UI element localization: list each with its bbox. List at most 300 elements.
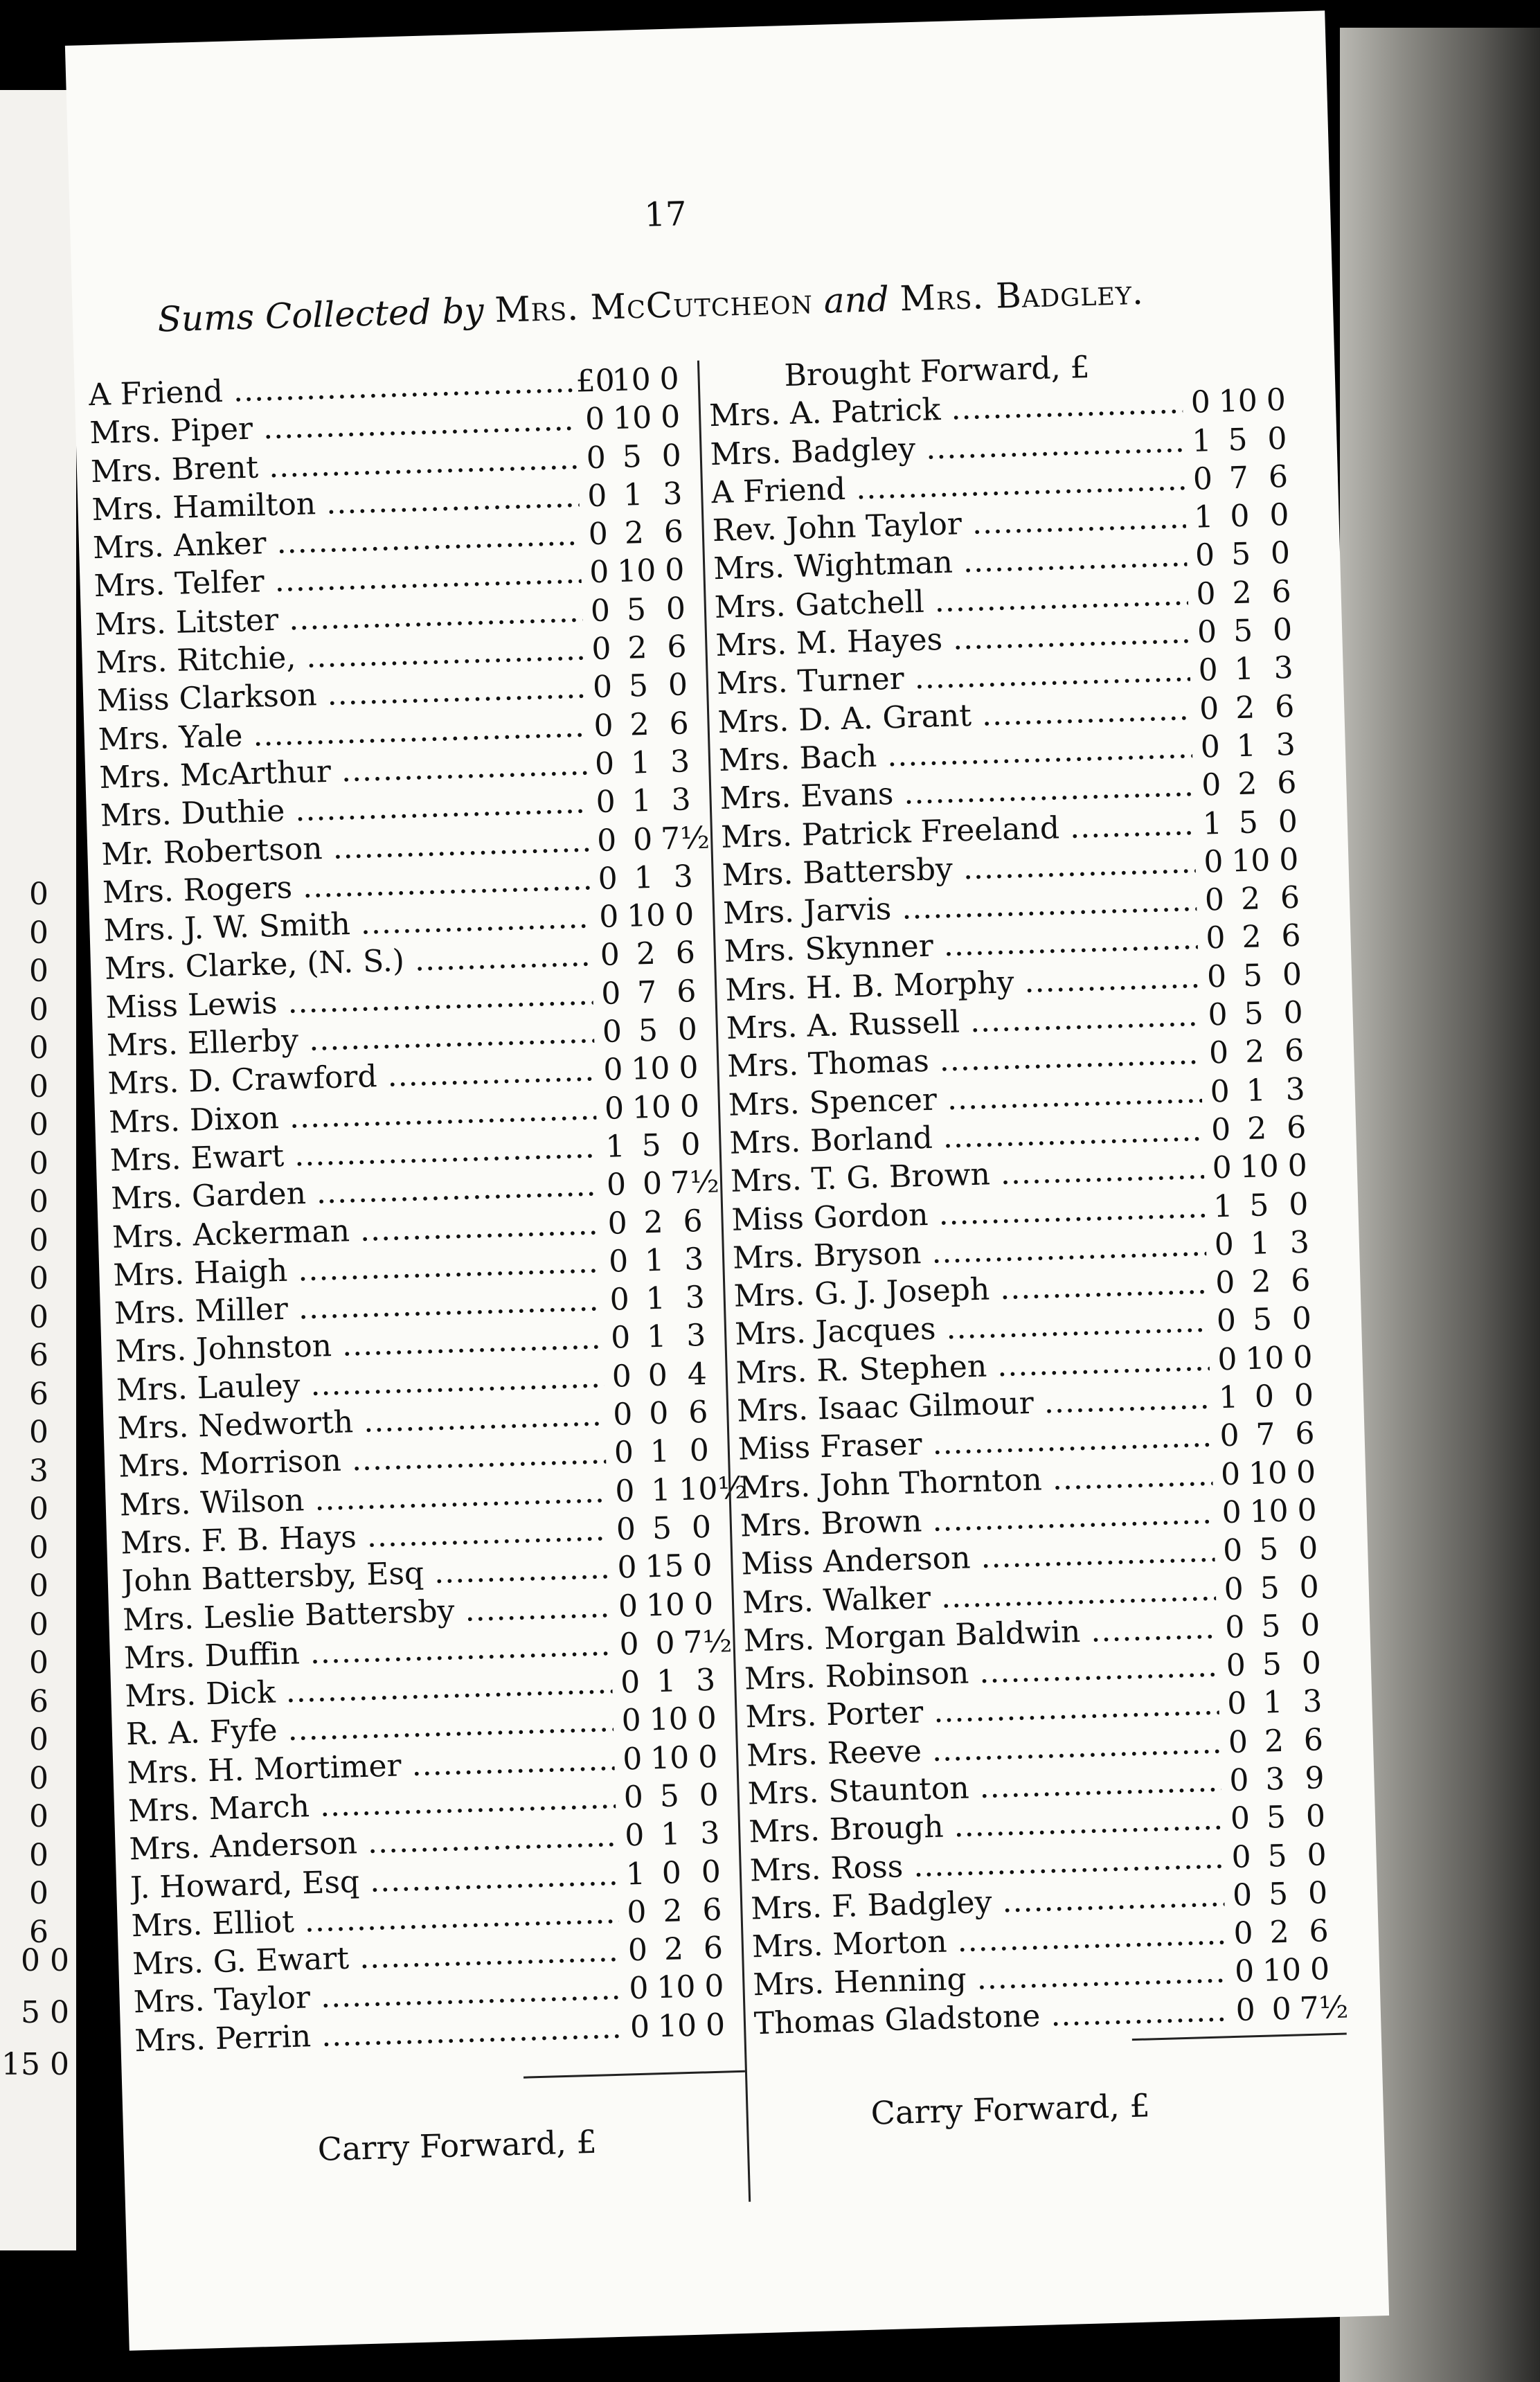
amount-shillings: 1 bbox=[631, 783, 652, 819]
previous-page-total: 0 0 bbox=[21, 1943, 69, 1978]
subscriber-name: Mrs. Bryson ..... bbox=[732, 1228, 1206, 1276]
amount-shillings: 2 bbox=[643, 1204, 664, 1240]
previous-page-figure: 0 bbox=[29, 1837, 48, 1873]
previous-page-figure: 0 bbox=[29, 1107, 48, 1143]
amount-shillings: 5 bbox=[1262, 1647, 1282, 1683]
subscriber-name: R. A. Fyfe ..... bbox=[125, 1703, 614, 1753]
amount-pounds: 0 bbox=[1233, 1915, 1254, 1952]
amount-pence: 0 bbox=[678, 1050, 699, 1086]
subscriber-name: Mrs. Morgan Baldwin ..... bbox=[743, 1610, 1217, 1658]
previous-page-figure: 0 bbox=[29, 992, 48, 1028]
amount-pounds: 0 bbox=[609, 1282, 630, 1318]
amount-pence: 0 bbox=[1309, 1951, 1330, 1988]
amount-pence: 6 bbox=[1280, 918, 1302, 954]
subscriber-name: Mrs. Morrison ..... bbox=[118, 1435, 606, 1485]
amount-shillings: 5 bbox=[1230, 537, 1251, 573]
amount-shillings: 0 bbox=[647, 1357, 668, 1394]
amount-shillings: 5 bbox=[1233, 613, 1253, 650]
amount-shillings: 5 bbox=[652, 1510, 672, 1547]
amount-pence: 6 bbox=[676, 973, 697, 1010]
amount-pounds: 1 bbox=[625, 1856, 646, 1892]
subscriber-name: Mrs. March ..... bbox=[127, 1780, 616, 1829]
amount-shillings: 2 bbox=[627, 630, 648, 666]
amount-pence: 3 bbox=[1275, 726, 1296, 763]
previous-page-figure: 0 bbox=[29, 1722, 48, 1757]
amount-shillings: 2 bbox=[662, 1893, 683, 1929]
previous-page-margin bbox=[0, 90, 76, 2250]
amount-shillings: 5 bbox=[1227, 422, 1248, 458]
amount-pounds: 0 bbox=[584, 401, 605, 438]
subscriber-name: Mrs. H. Mortimer ..... bbox=[127, 1742, 615, 1791]
previous-page-figure: 0 bbox=[29, 1068, 48, 1104]
previous-page-figure: 0 bbox=[29, 1492, 48, 1527]
amount-shillings: 0 bbox=[648, 1395, 670, 1432]
amount-pounds: 0 bbox=[626, 1894, 647, 1931]
subscriber-name: Mrs. Telfer ..... bbox=[93, 555, 582, 605]
amount-pounds: 0 bbox=[602, 1014, 623, 1050]
amount-shillings: 10 bbox=[1248, 1455, 1288, 1492]
subscriber-name: Mrs. Wightman ..... bbox=[713, 539, 1188, 587]
subscriber-name: Mrs. J. W. Smith ..... bbox=[103, 900, 591, 949]
amount-pounds: 0 bbox=[621, 1703, 642, 1739]
amount-pounds: 0 bbox=[1203, 843, 1224, 880]
amount-pence: 0 bbox=[1266, 382, 1287, 419]
amount-shillings: 10 bbox=[657, 2007, 697, 2045]
amount-shillings: 5 bbox=[1252, 1302, 1273, 1338]
amount-pence: 0 bbox=[1270, 535, 1291, 572]
amount-pence: 6 bbox=[1276, 765, 1297, 801]
amount-shillings: 2 bbox=[1264, 1723, 1284, 1759]
amount-shillings: 5 bbox=[628, 668, 649, 705]
amount-pounds: 0 bbox=[1230, 1800, 1251, 1837]
amount-shillings: 1 bbox=[644, 1242, 665, 1279]
amount-pounds: 0 bbox=[1197, 652, 1219, 689]
amount-pence: 3 bbox=[1289, 1224, 1310, 1261]
amount-shillings: 5 bbox=[1248, 1187, 1269, 1224]
amount-shillings: 1 bbox=[645, 1280, 666, 1317]
amount-pence: 0 bbox=[679, 1088, 700, 1125]
amount-pence: 0 bbox=[1292, 1339, 1314, 1375]
subscriber-name: Mrs. Yale ..... bbox=[98, 708, 586, 758]
amount-shillings: 5 bbox=[638, 1012, 659, 1049]
amount-pence: 6 bbox=[1286, 1109, 1307, 1146]
subscriber-name: Mrs. Borland ..... bbox=[729, 1113, 1203, 1161]
previous-page-total: 5 0 bbox=[21, 1995, 69, 2030]
amount-pounds: 0 bbox=[1222, 1532, 1243, 1569]
subscriber-name: Mrs. A. Russell ..... bbox=[726, 998, 1200, 1046]
amount-shillings: 5 bbox=[641, 1127, 662, 1164]
amount-pounds: 0 bbox=[1210, 1111, 1231, 1148]
amount-shillings: 1 bbox=[650, 1472, 672, 1508]
previous-page-figure: 0 bbox=[29, 953, 48, 989]
subscriber-name: Miss Anderson ..... bbox=[741, 1534, 1215, 1582]
subscriber-name: A Friend ..... bbox=[711, 462, 1185, 510]
amount-pence: 3 bbox=[1273, 650, 1294, 687]
amount-pence: 0 bbox=[705, 2007, 726, 2043]
subscriber-name: Mrs. Anker ..... bbox=[92, 517, 580, 566]
amount-pence: 0 bbox=[696, 1701, 717, 1737]
amount-pounds: 0 bbox=[1226, 1685, 1248, 1722]
subscriber-name: Mrs. McArthur ..... bbox=[99, 746, 587, 796]
right-rows bbox=[708, 382, 1350, 2045]
subscriber-name: Mrs. Johnston ..... bbox=[115, 1321, 603, 1370]
amount-shillings: 2 bbox=[1269, 1914, 1290, 1951]
previous-page-figure: 0 bbox=[29, 877, 48, 912]
page-number: 17 bbox=[643, 195, 688, 235]
amount-pence: 0 bbox=[1272, 611, 1293, 648]
amount-pounds: 1 bbox=[605, 1129, 626, 1165]
previous-page-figure: 6 bbox=[29, 1683, 48, 1719]
amount-pounds: 0 bbox=[1217, 1341, 1238, 1378]
amount-pence: 9 bbox=[1304, 1760, 1325, 1797]
amount-shillings: 1 bbox=[630, 744, 651, 781]
amount-pounds: 0 bbox=[589, 554, 610, 591]
subscriber-name: Mrs. Patrick Freeland ..... bbox=[720, 807, 1194, 855]
amount-shillings: 5 bbox=[1260, 1608, 1281, 1645]
amount-pence: 3 bbox=[1284, 1071, 1306, 1108]
amount-shillings: 2 bbox=[1231, 575, 1253, 611]
amount-pounds: 0 bbox=[612, 1396, 634, 1433]
amount-pounds: 0 bbox=[1219, 1417, 1240, 1454]
previous-page-figure: 0 bbox=[29, 1760, 48, 1796]
amount-pence: 6 bbox=[1290, 1262, 1311, 1299]
amount-pounds: 0 bbox=[620, 1664, 641, 1701]
amount-pounds: 0 bbox=[595, 784, 616, 821]
subscriber-name: Mrs. Evans ..... bbox=[719, 768, 1194, 816]
amount-pence: 6 bbox=[666, 629, 688, 665]
amount-pounds: 1 bbox=[1193, 499, 1215, 535]
amount-pence: 0 bbox=[1296, 1454, 1316, 1490]
amount-pounds: 0 bbox=[1226, 1647, 1246, 1684]
amount-pence: 0 bbox=[701, 1854, 722, 1890]
amount-pounds: 0 bbox=[618, 1626, 640, 1663]
amount-pounds: 0 bbox=[1216, 1302, 1237, 1339]
amount-shillings: 0 bbox=[1254, 1379, 1275, 1415]
amount-pence: 3 bbox=[695, 1662, 716, 1699]
subscriber-name: Mrs. John Thornton ..... bbox=[739, 1457, 1213, 1505]
subscriber-name: Rev. John Taylor ..... bbox=[712, 500, 1186, 548]
amount-shillings: 1 bbox=[1250, 1225, 1271, 1262]
subscriber-name: Mrs. Brown ..... bbox=[740, 1495, 1214, 1543]
subscriber-name: Mrs. Henning ..... bbox=[753, 1955, 1227, 2003]
amount-pounds: 0 bbox=[598, 899, 620, 935]
subscriber-name: Mrs. Ross ..... bbox=[749, 1840, 1224, 1888]
subscriber-name: Mrs. Perrin ..... bbox=[134, 2009, 623, 2059]
subscriber-name: Mrs. Jacques ..... bbox=[735, 1304, 1209, 1352]
amount-pence: 10½ bbox=[678, 1469, 748, 1507]
amount-pounds: 0 bbox=[614, 1473, 636, 1510]
amount-shillings: 5 bbox=[1258, 1532, 1279, 1568]
subscriber-name: Mrs. Taylor ..... bbox=[133, 1971, 621, 2021]
amount-pence: 0 bbox=[1282, 956, 1302, 993]
amount-shillings: 2 bbox=[1246, 1111, 1267, 1147]
amount-pence: 0 bbox=[697, 1739, 718, 1775]
amount-pounds: 0 bbox=[608, 1243, 629, 1280]
amount-shillings: 1 bbox=[1245, 1072, 1266, 1109]
subscriber-name: Mrs. Duffin ..... bbox=[123, 1627, 611, 1676]
amount-pence: 7½ bbox=[682, 1623, 733, 1660]
amount-pounds: 0 bbox=[1228, 1762, 1250, 1799]
amount-shillings: 7 bbox=[1255, 1417, 1276, 1453]
amount-pence: 3 bbox=[1302, 1683, 1323, 1720]
amount-pence: 6 bbox=[1303, 1721, 1324, 1758]
amount-shillings: 2 bbox=[1235, 690, 1255, 726]
amount-pounds: 0 bbox=[1215, 1264, 1236, 1301]
subscriber-name: Mrs. Gatchell ..... bbox=[714, 577, 1188, 625]
subscriber-name: Mrs. Hamilton ..... bbox=[91, 478, 580, 528]
subscriber-name: Miss Clarkson ..... bbox=[97, 670, 585, 719]
amount-pounds: 0 bbox=[600, 975, 622, 1012]
amount-shillings: 0 bbox=[1229, 498, 1251, 535]
heading-collector-1: Mrs. McCutcheon bbox=[494, 281, 814, 330]
subscriber-name: Mrs. G. J. Joseph ..... bbox=[733, 1266, 1208, 1314]
heading-collector-2: Mrs. Badgley. bbox=[899, 271, 1145, 319]
amount-pence: 4 bbox=[687, 1356, 708, 1393]
amount-pence: 3 bbox=[670, 744, 690, 780]
previous-page-figure: 0 bbox=[29, 1606, 48, 1642]
amount-pounds: 0 bbox=[1209, 1073, 1230, 1110]
previous-page-figure: 0 bbox=[29, 1568, 48, 1604]
carry-forward-right: Carry Forward, £ bbox=[870, 2086, 1151, 2132]
amount-shillings: 5 bbox=[659, 1778, 680, 1815]
subscriber-name: Mrs. D. A. Grant ..... bbox=[717, 692, 1192, 740]
amount-pence: 0 bbox=[1300, 1607, 1320, 1643]
subscriber-name: Thomas Gladstone ..... bbox=[753, 1993, 1228, 2041]
subscriber-name: Mrs. Dick ..... bbox=[125, 1665, 613, 1714]
amount-shillings: 5 bbox=[626, 591, 647, 628]
previous-page-figure: 0 bbox=[29, 1799, 48, 1834]
amount-pence: 0 bbox=[668, 667, 688, 704]
amount-shillings: 1 bbox=[623, 476, 644, 513]
amount-pence: 7½ bbox=[660, 820, 710, 857]
amount-pence: 0 bbox=[1307, 1875, 1328, 1911]
amount-pounds: 0 bbox=[596, 822, 617, 859]
previous-page-figure: 0 bbox=[29, 1184, 48, 1219]
amount-pounds: 0 bbox=[1199, 690, 1219, 727]
previous-page-figure: 0 bbox=[29, 1261, 48, 1296]
heading-and: and bbox=[823, 278, 890, 321]
amount-pence: 0 bbox=[1288, 1186, 1309, 1222]
amount-pounds: 0 bbox=[1220, 1456, 1241, 1492]
subscriber-name: Mrs. Skynner ..... bbox=[724, 921, 1198, 969]
subscriber-name: Mrs. Brough ..... bbox=[749, 1802, 1223, 1850]
amount-shillings: 10 bbox=[626, 897, 666, 935]
subscriber-name: Mrs. Turner ..... bbox=[716, 653, 1190, 701]
amount-shillings: 2 bbox=[1240, 881, 1261, 917]
amount-pence: 0 bbox=[1305, 1798, 1326, 1835]
amount-pence: 6 bbox=[703, 1930, 724, 1967]
subscriber-name: Mrs. Isaac Gilmour ..... bbox=[737, 1381, 1211, 1429]
subscriber-name: Mrs. Haigh ..... bbox=[113, 1244, 601, 1293]
amount-pounds: 0 bbox=[607, 1205, 628, 1242]
amount-shillings: 5 bbox=[1238, 804, 1259, 841]
subscriber-name: Mrs. Dixon ..... bbox=[109, 1091, 597, 1140]
amount-pounds: 0 bbox=[588, 516, 609, 553]
amount-pounds: 0 bbox=[1195, 575, 1217, 612]
amount-pence: 6 bbox=[1274, 688, 1295, 725]
amount-shillings: 0 bbox=[661, 1854, 682, 1891]
previous-page-figure: 0 bbox=[29, 1299, 48, 1335]
amount-pounds: 0 bbox=[1197, 614, 1217, 650]
subscriber-name: Mrs. Spencer ..... bbox=[728, 1074, 1202, 1122]
subscriber-name: Mrs. Piper ..... bbox=[89, 402, 578, 451]
amount-shillings: 7 bbox=[636, 974, 658, 1011]
subscriber-name: Mrs. Walker ..... bbox=[742, 1572, 1216, 1620]
amount-pounds: 0 bbox=[606, 1167, 627, 1203]
amount-pounds: 0 bbox=[592, 669, 613, 706]
amount-pounds: 0 bbox=[616, 1550, 638, 1586]
amount-pounds: 0 bbox=[1224, 1570, 1244, 1607]
subscriber-name: Mrs. Staunton ..... bbox=[747, 1763, 1221, 1811]
amount-pence: 0 bbox=[692, 1548, 713, 1584]
previous-page-figure: 6 bbox=[29, 1376, 48, 1412]
subscriber-name: John Battersby, Esq ..... bbox=[121, 1550, 609, 1600]
amount-shillings: 10 bbox=[630, 1050, 671, 1088]
amount-pence: 0 bbox=[1278, 803, 1298, 840]
subscriber-name: Mrs. Lauley ..... bbox=[116, 1359, 604, 1408]
amount-pounds: 0 bbox=[602, 1052, 624, 1089]
amount-shillings: 10 bbox=[611, 361, 652, 399]
previous-page-figure: 0 bbox=[29, 1222, 48, 1258]
amount-pence: 0 bbox=[1266, 420, 1288, 457]
amount-shillings: 15 bbox=[644, 1548, 685, 1585]
subscriber-name: Mrs. Elliot ..... bbox=[131, 1895, 619, 1944]
amount-shillings: 2 bbox=[624, 515, 645, 551]
book-page bbox=[65, 10, 1389, 2351]
amount-pounds: 0 bbox=[622, 1741, 643, 1777]
amount-shillings: 10 bbox=[649, 1701, 689, 1738]
amount-shillings: 2 bbox=[1237, 766, 1258, 803]
amount-pounds: 0 bbox=[1214, 1226, 1235, 1263]
amount-pence: 3 bbox=[683, 1241, 704, 1278]
subscriber-name: Mrs. Leslie Battersby ..... bbox=[123, 1588, 611, 1638]
amount-shillings: 10 bbox=[1244, 1340, 1285, 1377]
left-subscription-column bbox=[88, 361, 748, 2061]
amount-shillings: 2 bbox=[1241, 919, 1262, 956]
amount-pence: 7½ bbox=[670, 1164, 720, 1201]
amount-shillings: 1 bbox=[646, 1318, 667, 1355]
amount-pence: 6 bbox=[701, 1892, 723, 1928]
subscriber-name: Mrs. T. G. Brown ..... bbox=[730, 1151, 1204, 1199]
amount-shillings: 5 bbox=[1260, 1570, 1280, 1606]
amount-pounds: 0 bbox=[587, 478, 608, 514]
subscriber-name: Mrs. R. Stephen ..... bbox=[735, 1342, 1210, 1390]
subscriber-name: Mrs. Garden ..... bbox=[111, 1167, 599, 1217]
amount-pounds: 1 bbox=[1218, 1379, 1239, 1416]
amount-pounds: 0 bbox=[1192, 460, 1213, 497]
amount-pounds: 0 bbox=[618, 1588, 638, 1624]
right-subscription-column bbox=[708, 344, 1350, 2045]
subscriber-name: Mrs. Clarke, (N. S.) ..... bbox=[104, 938, 592, 987]
amount-pence: 3 bbox=[686, 1318, 706, 1354]
amount-pounds: 0 bbox=[1190, 384, 1211, 421]
amount-shillings: 1 bbox=[650, 1433, 670, 1470]
amount-pounds: £0 bbox=[575, 363, 616, 400]
subscriber-name: Mrs. Duthie ..... bbox=[100, 785, 588, 834]
subscriber-name: Mrs. Wilson ..... bbox=[119, 1474, 607, 1523]
amount-pounds: 0 bbox=[590, 593, 611, 629]
amount-shillings: 1 bbox=[656, 1663, 677, 1700]
amount-shillings: 7 bbox=[1228, 460, 1249, 496]
amount-pence: 3 bbox=[684, 1280, 706, 1316]
amount-pounds: 0 bbox=[1206, 958, 1227, 995]
previous-page-figure: 0 bbox=[29, 1030, 48, 1066]
amount-shillings: 5 bbox=[1242, 958, 1263, 994]
amount-pounds: 0 bbox=[594, 746, 615, 782]
subscriber-name: Mrs. A. Patrick ..... bbox=[708, 385, 1183, 433]
amount-pence: 0 bbox=[1287, 1147, 1308, 1184]
brought-forward-label: Brought Forward, £ bbox=[783, 349, 1091, 394]
amount-shillings: 5 bbox=[1266, 1838, 1288, 1874]
amount-pence: 6 bbox=[682, 1203, 704, 1239]
amount-pounds: 0 bbox=[614, 1435, 634, 1471]
amount-pence: 0 bbox=[691, 1509, 712, 1546]
amount-shillings: 10 bbox=[650, 1739, 690, 1777]
subscriber-name: Mrs. Miller ..... bbox=[114, 1282, 602, 1332]
amount-pence: 0 bbox=[1306, 1836, 1327, 1873]
subscriber-name: Mrs. F. Badgley ..... bbox=[751, 1878, 1225, 1926]
amount-pence: 0 bbox=[689, 1433, 710, 1469]
amount-pence: 6 bbox=[675, 935, 696, 971]
amount-pounds: 0 bbox=[611, 1358, 632, 1395]
amount-pounds: 1 bbox=[1191, 422, 1212, 459]
amount-pence: 0 bbox=[661, 438, 682, 474]
amount-pounds: 0 bbox=[629, 2009, 650, 2045]
previous-page-figure: 0 bbox=[29, 1876, 48, 1911]
subscriber-name: Mrs. Brent ..... bbox=[90, 440, 578, 490]
amount-pounds: 0 bbox=[624, 1818, 645, 1854]
subscriber-name: Mrs. F. B. Hays ..... bbox=[120, 1512, 609, 1561]
amount-pounds: 0 bbox=[591, 631, 612, 668]
amount-pounds: 0 bbox=[1212, 1149, 1233, 1186]
subscriber-name: Mrs. Badgley ..... bbox=[710, 424, 1184, 472]
amount-pence: 0 bbox=[674, 897, 695, 933]
amount-pounds: 0 bbox=[1234, 1953, 1255, 1990]
amount-pounds: 0 bbox=[1201, 767, 1222, 803]
amount-shillings: 2 bbox=[629, 706, 650, 743]
amount-pence: 6 bbox=[668, 705, 690, 742]
amount-pounds: 0 bbox=[1235, 1991, 1256, 2028]
subscriber-name: Mrs. Bach ..... bbox=[718, 730, 1192, 778]
subscriber-name: A Friend ..... bbox=[88, 364, 576, 413]
amount-pounds: 0 bbox=[616, 1511, 636, 1548]
amount-shillings: 5 bbox=[1243, 996, 1264, 1032]
amount-pence: 0 bbox=[1269, 497, 1290, 533]
amount-shillings: 10 bbox=[612, 400, 652, 437]
subscriber-name: Mrs. Robinson ..... bbox=[744, 1649, 1218, 1697]
amount-shillings: 10 bbox=[1218, 383, 1258, 420]
amount-shillings: 2 bbox=[663, 1931, 684, 1968]
previous-page-figure: 6 bbox=[29, 1914, 48, 1950]
amount-pence: 3 bbox=[670, 782, 692, 818]
right-total-rule bbox=[1132, 2032, 1347, 2041]
subscriber-name: Miss Lewis ..... bbox=[105, 976, 593, 1026]
subscriber-name: Mrs. D. Crawford ..... bbox=[107, 1053, 596, 1102]
amount-pence: 6 bbox=[1271, 573, 1292, 610]
subscriber-name: Mrs. Thomas ..... bbox=[727, 1036, 1201, 1084]
subscriber-name: Miss Gordon ..... bbox=[731, 1189, 1206, 1237]
amount-shillings: 1 bbox=[660, 1816, 681, 1853]
amount-pence: 0 bbox=[704, 1969, 725, 2005]
amount-pounds: 0 bbox=[1228, 1724, 1248, 1760]
subscriber-name: Mrs. Anderson ..... bbox=[129, 1818, 617, 1868]
amount-pence: 6 bbox=[1268, 458, 1289, 495]
amount-pence: 0 bbox=[1296, 1492, 1318, 1529]
subscriber-name: J. Howard, Esq ..... bbox=[129, 1856, 618, 1906]
subscriber-name: Mrs. Morton ..... bbox=[751, 1917, 1226, 1965]
amount-shillings: 0 bbox=[1271, 1991, 1292, 2027]
amount-shillings: 2 bbox=[636, 936, 656, 972]
